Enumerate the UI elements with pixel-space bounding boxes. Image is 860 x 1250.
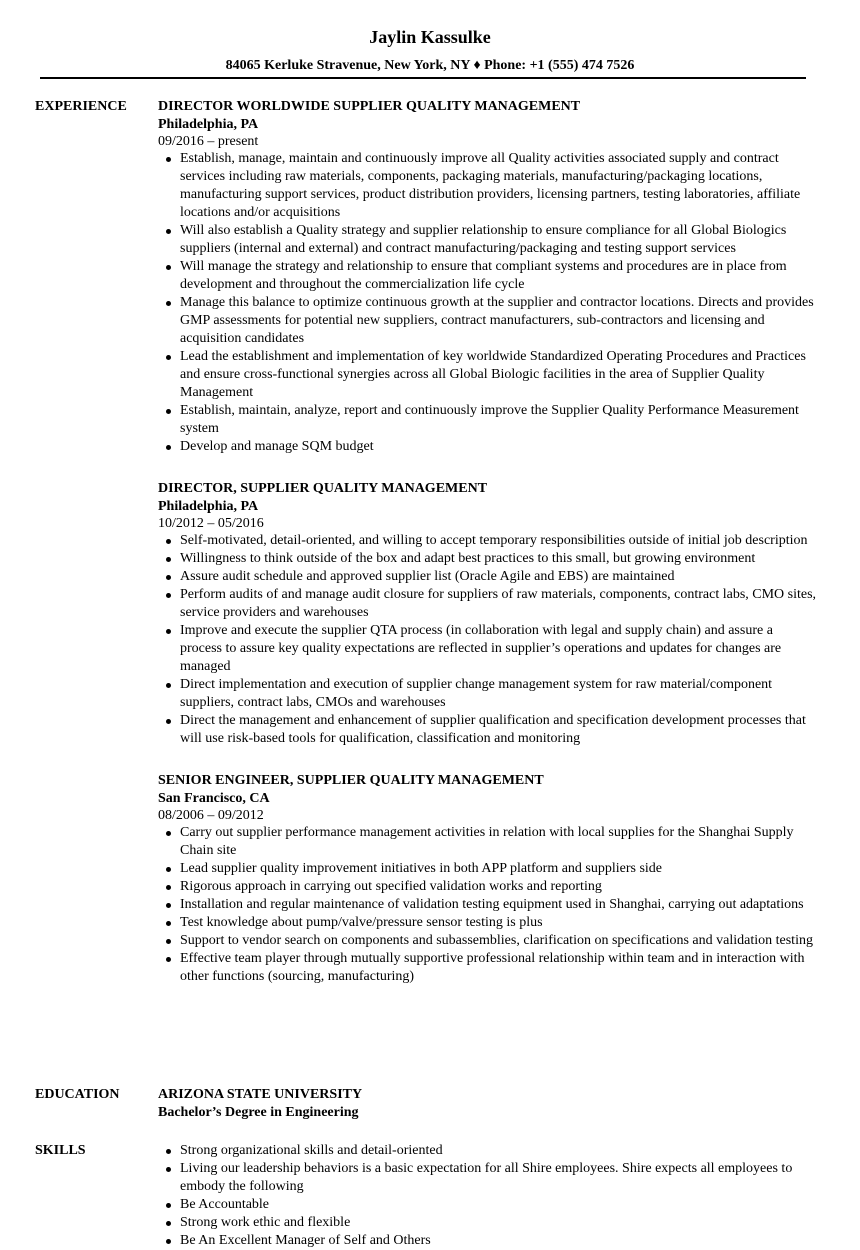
job-entry	[158, 772, 818, 986]
bullet-item: Perform audits of and manage audit closure for suppliers of raw materials, components, contract labs, CMO sites, service providers and warehouses	[180, 587, 817, 620]
skill-item: Be Accountable	[180, 1196, 818, 1214]
experience-body	[158, 98, 818, 986]
job-dates: 08/2006 – 09/2012	[158, 808, 264, 823]
bullet-item: Support to vendor search on components and subassemblies, clarification on specifications and validation testing	[180, 932, 818, 950]
education-body	[158, 1086, 818, 1122]
bullet-item: Improve and execute the supplier QTA process (in collaboration with legal and supply chain) and assure a process to assure key quality expectations are reflected in supplier’s operations and updates for changes are managed	[180, 622, 818, 676]
bullet-item: Develop and manage SQM budget	[180, 438, 818, 456]
bullet-item: Test knowledge about pump/valve/pressure sensor testing is plus	[180, 914, 818, 932]
bullet-item: Establish, maintain, analyze, report and continuously improve the Supplier Quality Performance Measurement system	[180, 402, 818, 438]
job-bullets	[158, 150, 818, 456]
candidate-name: Jaylin Kassulke	[369, 27, 491, 47]
degree-name: Bachelor’s Degree in Engineering	[158, 1105, 359, 1120]
job-location: Philadelphia, PA	[158, 117, 259, 132]
skill-item: Strong work ethic and flexible	[180, 1214, 818, 1232]
bullet-item: Lead supplier quality improvement initiatives in both APP platform and suppliers side	[180, 860, 818, 878]
resume-header	[0, 0, 860, 75]
bullet-item: Willingness to think outside of the box and adapt best practices to this small, but growing environment	[180, 550, 818, 568]
header-divider	[40, 77, 806, 79]
bullet-item: Direct implementation and execution of supplier change management system for raw material/component suppliers, contract labs, CMOs and warehouses	[180, 676, 818, 712]
skill-item: Be An Excellent Manager of Self and Others	[180, 1232, 818, 1250]
job-entry	[158, 480, 818, 748]
education-label: EDUCATION	[35, 1087, 120, 1102]
skills-list	[158, 1142, 818, 1250]
bullet-item: Lead the establishment and implementation of key worldwide Standardized Operating Procedures and Practices and ensure cross-functional synergies across all Global Biologic facilities in the area of Supplier Quality Management	[180, 348, 818, 402]
job-bullets	[158, 532, 818, 748]
bullet-item: Effective team player through mutually supportive professional relationship within team and in interaction with other functions (sourcing, manufacturing)	[180, 950, 818, 986]
contact-line: 84065 Kerluke Stravenue, New York, NY ♦ Phone: +1 (555) 474 7526	[225, 58, 635, 73]
job-dates: 09/2016 – present	[158, 134, 259, 149]
job-location: San Francisco, CA	[158, 791, 270, 806]
bullet-item: Rigorous approach in carrying out specified validation works and reporting	[180, 878, 818, 896]
bullet-item: Establish, manage, maintain and continuously improve all Quality activities associated supply and contract services including raw materials, components, packaging materials, manufacturing/packaging locations, manufacturing support services, product distribution providers, licensing partners, testing laboratories, affiliate locations and/or acquisitions	[180, 150, 818, 222]
bullet-item: Manage this balance to optimize continuous growth at the supplier and contractor locations. Directs and provides GMP assessments for potential new suppliers, contract manufacturers, sub-contractors and licensing and acquisition candidates	[180, 294, 818, 348]
school-name: ARIZONA STATE UNIVERSITY	[158, 1087, 363, 1102]
job-location: Philadelphia, PA	[158, 499, 259, 514]
job-bullets	[158, 824, 818, 986]
skills-body	[158, 1142, 818, 1250]
skill-item: Strong organizational skills and detail-oriented	[180, 1142, 818, 1160]
skill-item: Living our leadership behaviors is a basic expectation for all Shire employees. Shire expects all employees to embody the following	[180, 1160, 818, 1196]
job-title: DIRECTOR, SUPPLIER QUALITY MANAGEMENT	[158, 481, 488, 496]
job-entry	[158, 98, 818, 456]
experience-label: EXPERIENCE	[35, 99, 127, 114]
bullet-item: Assure audit schedule and approved supplier list (Oracle Agile and EBS) are maintained	[180, 568, 818, 586]
job-title: SENIOR ENGINEER, SUPPLIER QUALITY MANAGEMENT	[158, 773, 544, 788]
bullet-item: Self-motivated, detail-oriented, and willing to accept temporary responsibilities outside of initial job description	[180, 532, 818, 550]
bullet-item: Installation and regular maintenance of validation testing equipment used in Shanghai, carrying out adaptations	[180, 896, 818, 914]
bullet-item: Will also establish a Quality strategy and supplier relationship to ensure compliance for all Global Biologics suppliers (internal and external) and contract manufacturing/packaging and testing support services	[180, 222, 818, 258]
job-title: DIRECTOR WORLDWIDE SUPPLIER QUALITY MANAGEMENT	[158, 99, 581, 114]
bullet-item: Direct the management and enhancement of supplier qualification and specification development processes that will use risk-based tools for qualification, classification and monitoring	[180, 712, 818, 748]
job-dates: 10/2012 – 05/2016	[158, 516, 264, 531]
skills-label: SKILLS	[35, 1143, 86, 1158]
bullet-item: Carry out supplier performance management activities in relation with local supplies for the Shanghai Supply Chain site	[180, 824, 818, 860]
bullet-item: Will manage the strategy and relationship to ensure that compliant systems and procedures are in place from development and throughout the commercialization life cycle	[180, 258, 818, 294]
